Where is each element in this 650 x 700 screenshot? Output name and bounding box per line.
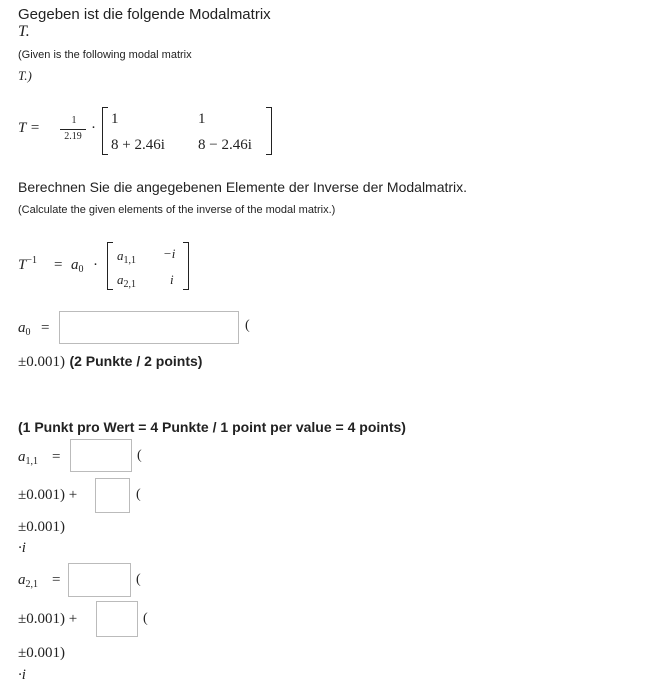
matrix-t-r2c2: 8 − 2.46i xyxy=(198,137,252,153)
task-text-de: Berechnen Sie die angegebenen Elemente der Inverse der Modalmatrix. xyxy=(18,179,468,195)
inverse-right-bracket xyxy=(183,242,189,290)
inverse-r1c1: $a_{1,1}$ xyxy=(117,248,136,266)
matrix-t-dot: · xyxy=(91,120,96,136)
matrix-t-frac-den: 2.19 xyxy=(64,131,82,142)
a21-imag-unit: ·i xyxy=(18,667,26,683)
inverse-a0: $a_0$ xyxy=(71,257,84,275)
a21-tolerance-2: ±0.001) xyxy=(18,645,65,661)
a11-imag-input[interactable] xyxy=(95,478,130,513)
a11-label: $a_{1,1}$ xyxy=(18,449,38,467)
a21-open-paren-1: ( xyxy=(136,572,141,587)
a11-real-input[interactable] xyxy=(70,439,132,472)
inverse-r1c2: −i xyxy=(163,246,176,261)
a11-tolerance-2: ±0.001) xyxy=(18,519,65,535)
a11-imag-unit: ·i xyxy=(18,540,26,556)
a21-open-paren-2: ( xyxy=(143,611,148,626)
intro-text-en: (Given is the following modal matrix xyxy=(18,49,192,61)
a21-label: $a_{2,1}$ xyxy=(18,572,38,590)
intro-text-de: Gegeben ist die folgende Modalmatrix xyxy=(18,6,271,23)
inverse-dot: · xyxy=(93,257,98,273)
a0-points: (2 Punkte / 2 points) xyxy=(69,353,203,369)
inverse-r2c2: i xyxy=(170,272,174,287)
matrix-t-r1c2: 1 xyxy=(198,111,206,127)
matrix-t-frac-line xyxy=(60,129,86,130)
inverse-r2c1: $a_{2,1}$ xyxy=(117,272,136,290)
matrix-t-left-bracket xyxy=(102,107,108,155)
a0-tolerance: ±0.001) xyxy=(18,354,65,370)
inverse-eq: = xyxy=(54,257,63,273)
a0-input[interactable] xyxy=(59,311,239,344)
matrix-t-lhs: T = xyxy=(18,120,40,136)
matrix-t-r1c1: 1 xyxy=(111,111,119,127)
inverse-lhs: $T^{-1}$ xyxy=(18,255,37,273)
a0-tolerance-line xyxy=(18,353,202,371)
a21-imag-input[interactable] xyxy=(96,601,138,637)
a0-open-paren: ( xyxy=(245,318,250,333)
a21-eq: = xyxy=(52,572,61,588)
intro-matrix-symbol-en: T.) xyxy=(18,68,32,83)
matrix-t-right-bracket xyxy=(266,107,272,155)
task-text-en: (Calculate the given elements of the inverse of the modal matrix.) xyxy=(18,204,336,216)
a11-open-paren-1: ( xyxy=(137,448,142,463)
inverse-left-bracket xyxy=(107,242,113,290)
matrix-t-frac-num: 1 xyxy=(71,115,77,126)
a21-tolerance-1: ±0.001) + xyxy=(18,611,78,627)
values-header: (1 Punkt pro Wert = 4 Punkte / 1 point per value = 4 points) xyxy=(18,419,406,435)
intro-matrix-symbol: T. xyxy=(18,23,30,40)
a11-open-paren-2: ( xyxy=(136,487,141,502)
a0-label: $a_0$ xyxy=(18,320,31,338)
a0-eq: = xyxy=(41,320,50,336)
matrix-t-r2c1: 8 + 2.46i xyxy=(111,137,165,153)
a11-eq: = xyxy=(52,449,61,465)
a21-real-input[interactable] xyxy=(68,563,131,597)
a11-tolerance-1: ±0.001) + xyxy=(18,487,78,503)
